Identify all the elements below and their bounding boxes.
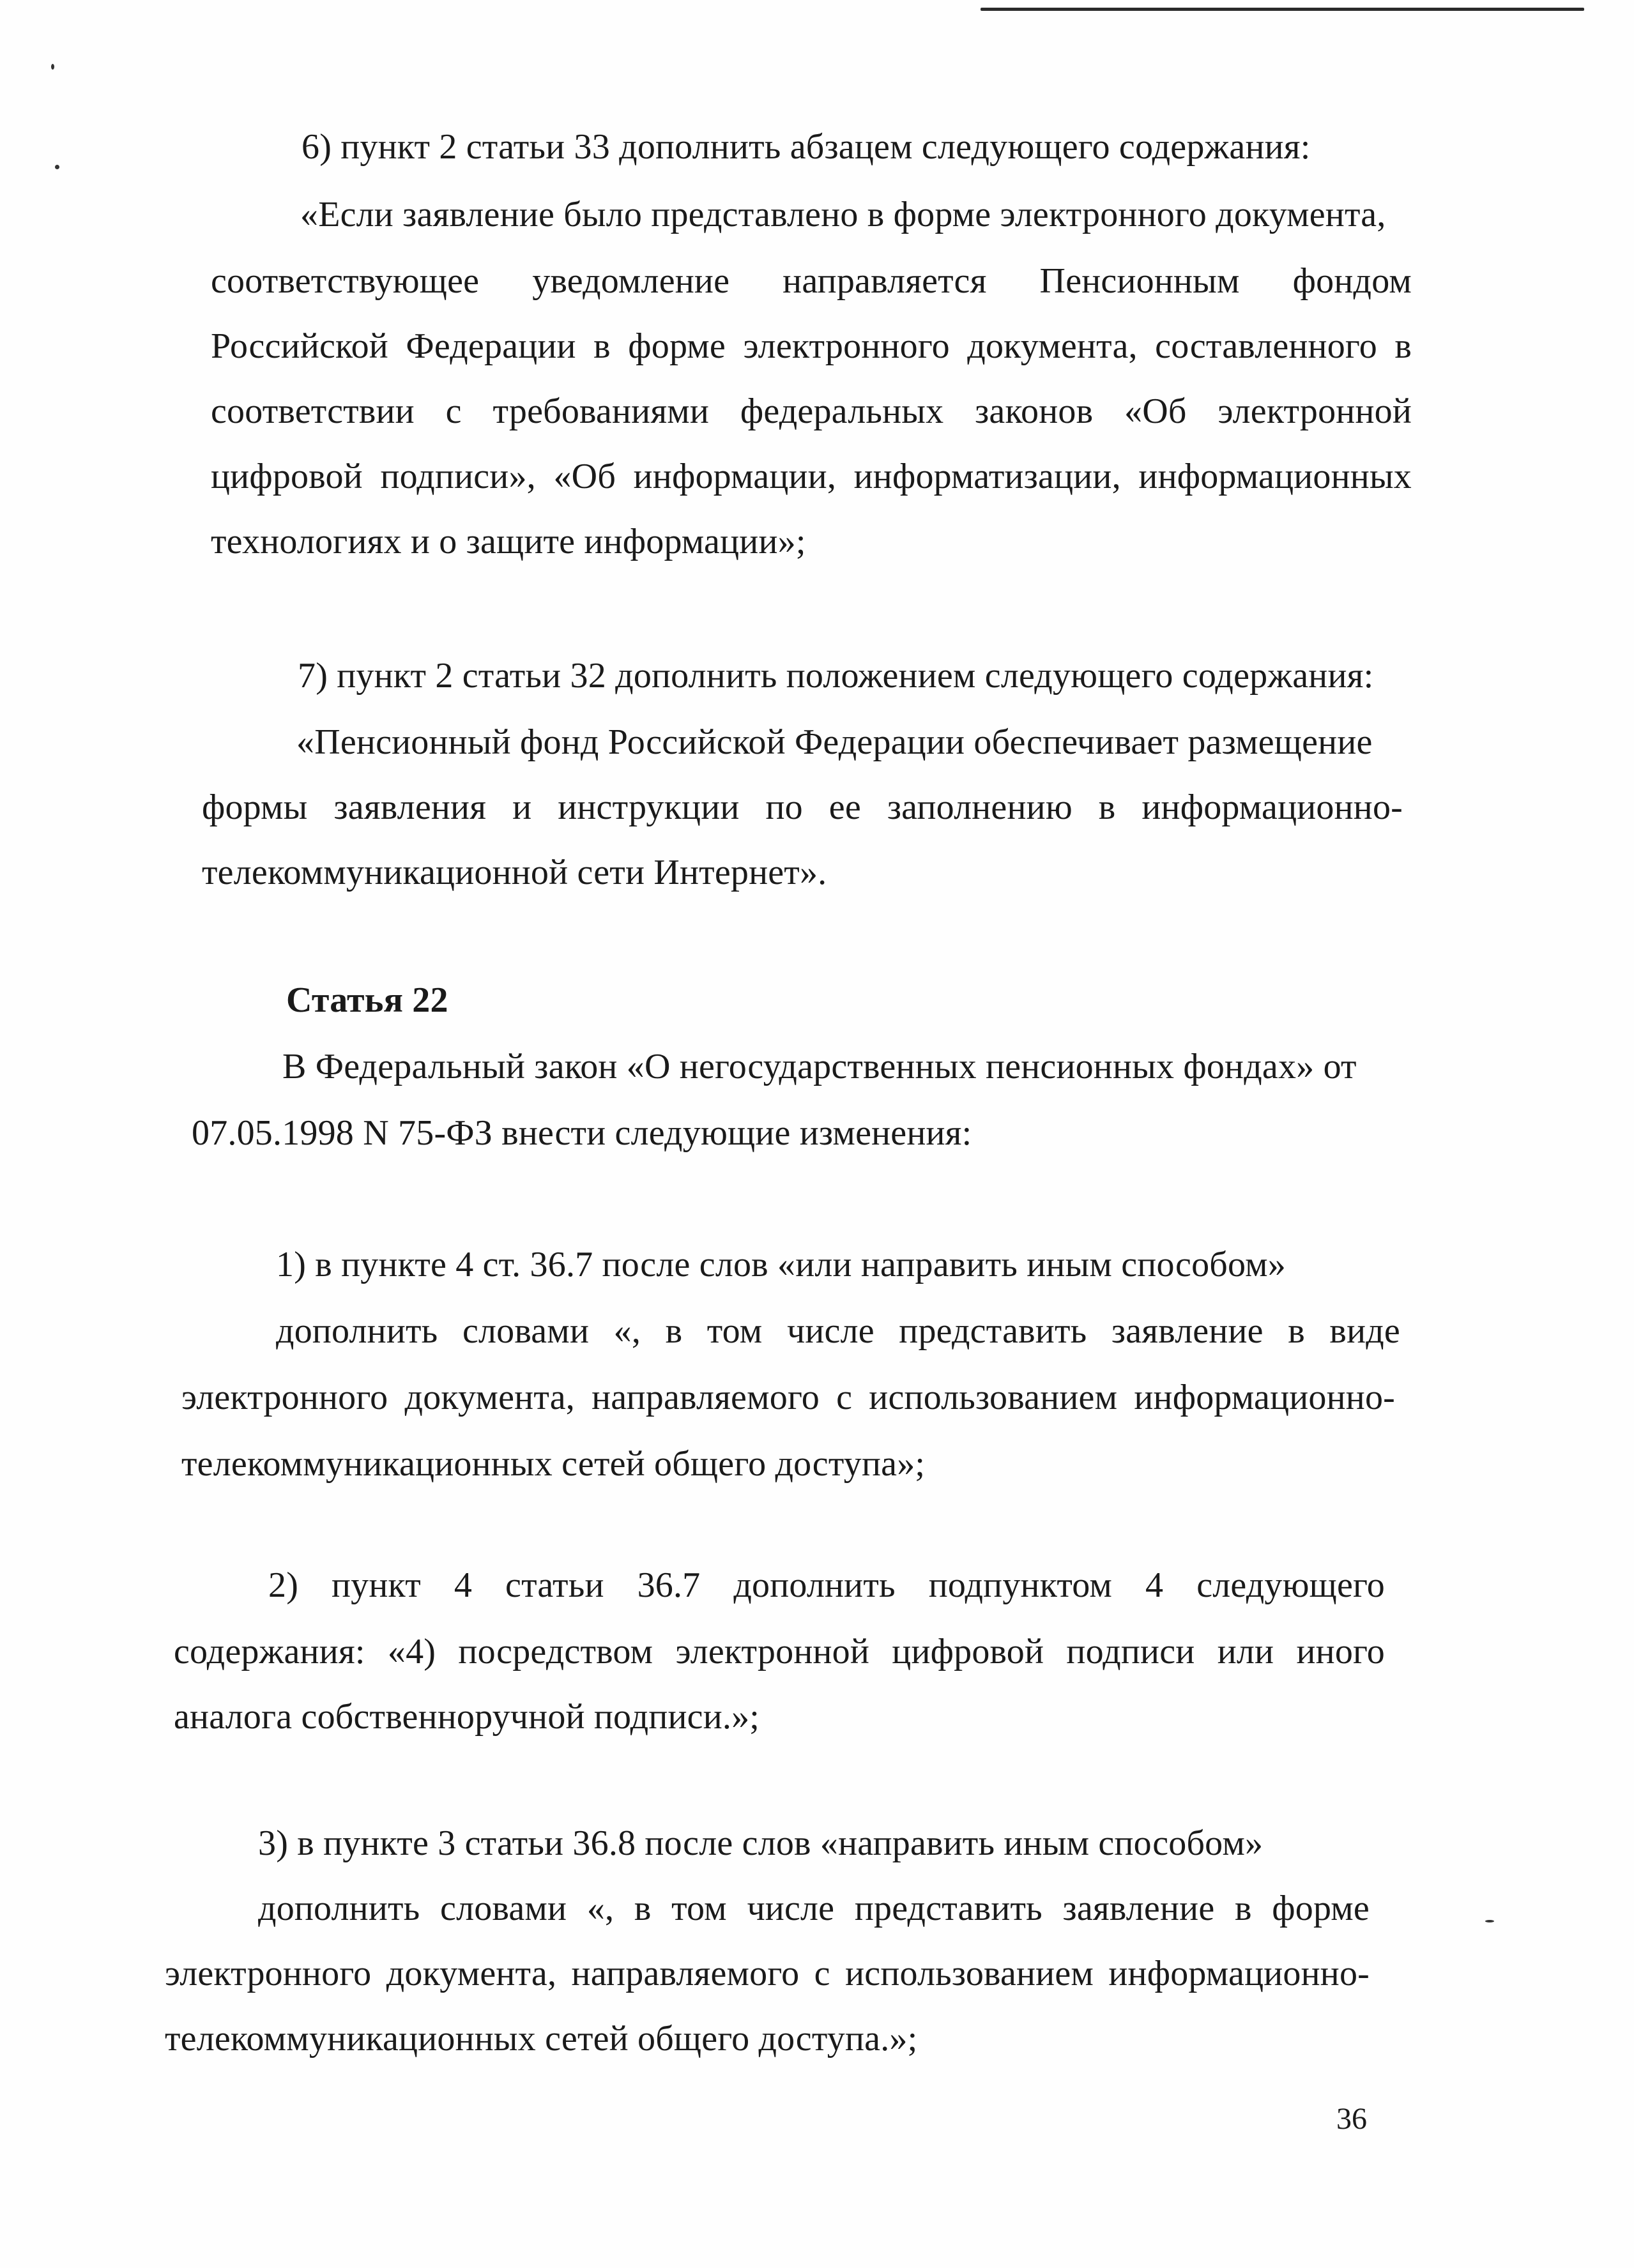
scan-speck [55, 165, 59, 169]
doc-line: аналога собственноручной подписи.»; [174, 1697, 760, 1737]
scan-speck [51, 64, 54, 70]
doc-line: содержания: «4) посредством электронной цифровой подписи или иного [174, 1632, 1385, 1671]
doc-line: «Пенсионный фонд Российской Федерации обеспечивает размещение [296, 722, 1373, 762]
doc-line: телекоммуникационных сетей общего доступа.»; [165, 2019, 918, 2059]
top-rule-divider [981, 8, 1584, 11]
doc-line: 07.05.1998 N 75-ФЗ внести следующие изменения: [192, 1113, 972, 1153]
doc-line: «Если заявление было представлено в форме электронного документа, [300, 195, 1386, 234]
doc-line: дополнить словами «, в том числе представить заявление в форме [258, 1889, 1370, 1928]
doc-line: соответствии с требованиями федеральных законов «Об электронной [211, 392, 1412, 431]
doc-line: 1) в пункте 4 ст. 36.7 после слов «или направить иным способом» [276, 1245, 1286, 1284]
doc-line: электронного документа, направляемого с использованием информационно- [165, 1954, 1370, 1993]
doc-line: 2) пункт 4 статьи 36.7 дополнить подпунктом 4 следующего [268, 1565, 1385, 1605]
doc-line: соответствующее уведомление направляется Пенсионным фондом [211, 261, 1412, 301]
doc-line: формы заявления и инструкции по ее заполнению в информационно- [202, 788, 1403, 827]
article-heading: Статья 22 [286, 980, 448, 1020]
doc-line: телекоммуникационных сетей общего доступа»; [181, 1444, 926, 1484]
doc-line: дополнить словами «, в том числе представить заявление в виде [276, 1311, 1400, 1351]
doc-line: Российской Федерации в форме электронного документа, составленного в [211, 326, 1412, 366]
page-number: 36 [1336, 2102, 1367, 2136]
doc-line: электронного документа, направляемого с использованием информационно- [181, 1378, 1395, 1417]
doc-line: телекоммуникационной сети Интернет». [202, 853, 827, 892]
scan-speck [1485, 1920, 1494, 1922]
doc-line: 6) пункт 2 статьи 33 дополнить абзацем следующего содержания: [302, 127, 1311, 167]
doc-line: цифровой подписи», «Об информации, информатизации, информационных [211, 457, 1412, 496]
doc-line: технологиях и о защите информации»; [211, 522, 806, 561]
doc-line: В Федеральный закон «О негосударственных пенсионных фондах» от [282, 1047, 1357, 1086]
doc-line: 3) в пункте 3 статьи 36.8 после слов «направить иным способом» [258, 1823, 1264, 1863]
doc-line: 7) пункт 2 статьи 32 дополнить положением следующего содержания: [298, 656, 1374, 696]
